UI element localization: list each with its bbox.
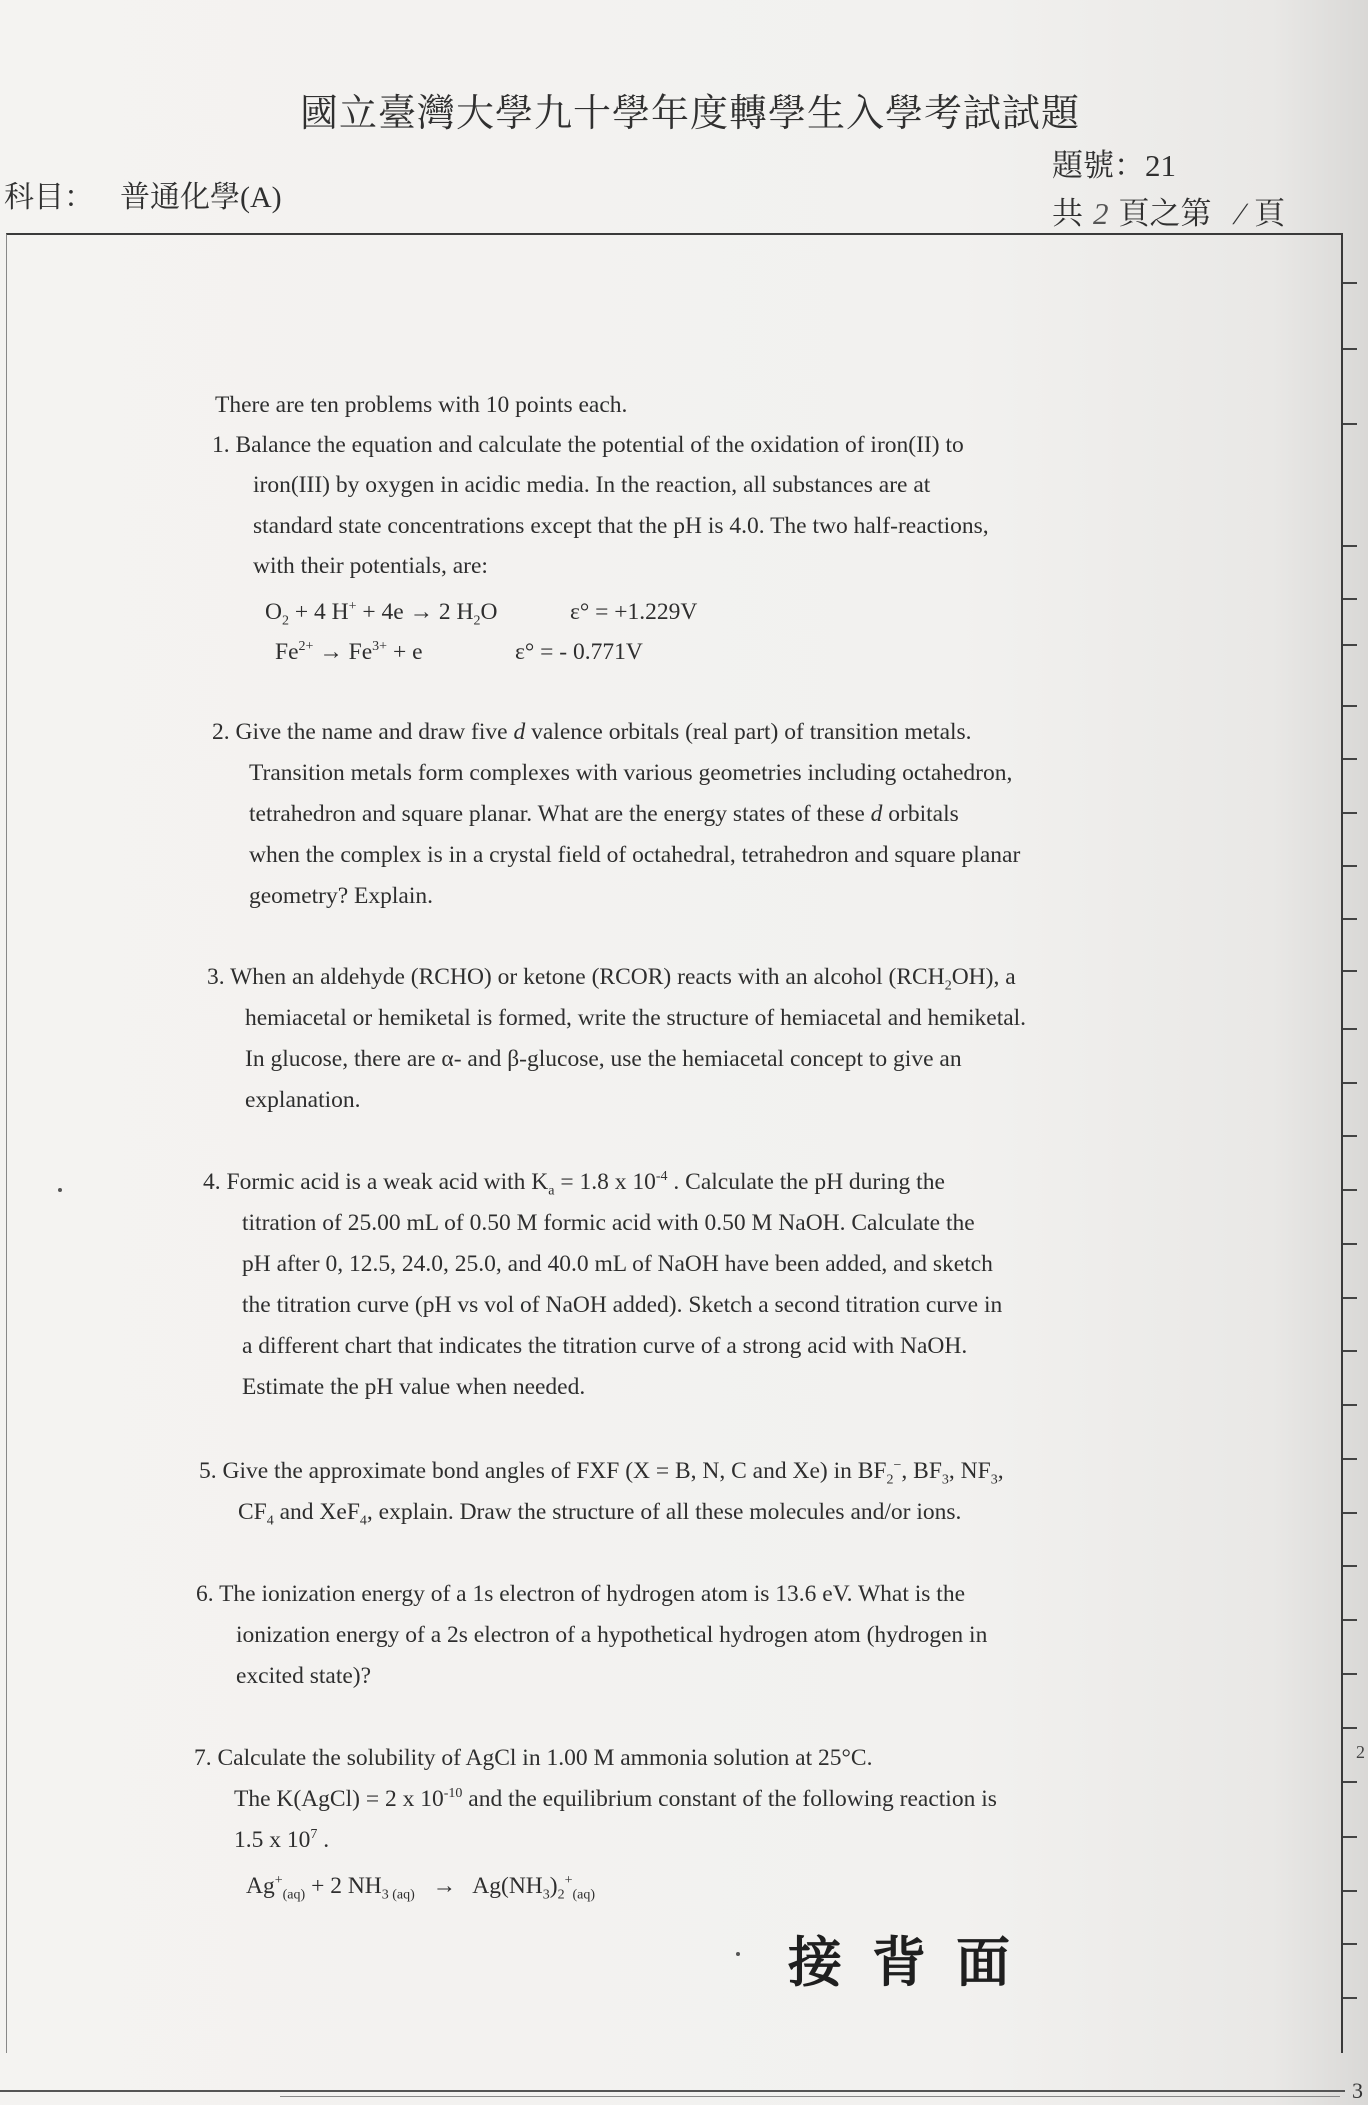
bottom-rule-secondary (280, 2096, 1340, 2097)
margin-tick (1343, 705, 1357, 707)
q7-line-3: 1.5 x $10^7$ . (234, 1827, 330, 1853)
q6-line-3: excited state)? (236, 1663, 372, 1689)
margin-tick (1343, 1512, 1357, 1514)
page-edge-number: 3 (1352, 2078, 1363, 2103)
margin-tick (1343, 423, 1357, 425)
q4-line-5: a different chart that indicates the titration curve of a strong acid with NaOH. (242, 1333, 968, 1359)
margin-tick (1343, 1297, 1357, 1299)
q3-line-1: 3. When an aldehyde (RCHO) or ketone (RCOR) reacts with an alcohol $(RCH_2OH)$, a (207, 964, 1016, 994)
q2-line-3a: tetrahedron and square planar. What are the energy states of these (249, 801, 871, 827)
q2-line-5: geometry? Explain. (249, 883, 434, 909)
margin-tick (1343, 1781, 1357, 1783)
q1-half-reaction-2: $Fe^{2+} \to Fe^{3+} + e$ (275, 639, 423, 665)
margin-tick (1343, 1135, 1357, 1137)
q7-line-2: The K(AgCl) = 2 x $10^{-10}$ and the equilibrium constant of the following reaction is (234, 1786, 997, 1812)
margin-tick (1343, 1727, 1357, 1729)
q2-line-1a: 2. Give the name and draw five (212, 719, 514, 745)
turn-over-stamp: 接背面 (788, 1930, 1040, 1994)
margin-tick (1343, 598, 1357, 600)
q4-line-1: 4. Formic acid is a weak acid with $K_a = 1.8$ x $10^{-4}$ . Calculate the pH during the (203, 1169, 945, 1199)
margin-tick (1343, 1350, 1357, 1352)
speck (58, 1188, 62, 1192)
margin-tick (1343, 1673, 1357, 1675)
margin-tick (1343, 1082, 1357, 1084)
question-number: 題號：21 (1052, 148, 1176, 183)
q4-line-6: Estimate the pH value when needed. (242, 1374, 586, 1400)
q5-line-1: 5. Give the approximate bond angles of FXF (X = B, N, C and Xe) in $BF_2^-$, $BF_3$, $NF_3$, (199, 1458, 1004, 1488)
margin-tick (1343, 1997, 1357, 1999)
q1-potential-1: ε° = +1.229V (570, 599, 698, 625)
q7-line-1: 7. Calculate the solubility of AgCl in 1.00 M ammonia solution at 25°C. (194, 1745, 873, 1771)
q6-line-1: 6. The ionization energy of a 1s electron of hydrogen atom is 13.6 eV. What is the (196, 1581, 966, 1607)
margin-tick (1343, 865, 1357, 867)
subject-label: 科目： (4, 181, 94, 214)
q2-line-3b: orbitals (882, 801, 959, 827)
q3-line-3: In glucose, there are α- and β-glucose, use the hemiacetal concept to give an (245, 1046, 962, 1072)
margin-tick (1343, 1890, 1357, 1892)
q2-line-3 (249, 794, 959, 834)
q4-line-2: titration of 25.00 mL of 0.50 M formic acid with 0.50 M NaOH. Calculate the (242, 1210, 975, 1236)
q2-line-4: when the complex is in a crystal field of octahedral, tetrahedron and square planar (249, 842, 1021, 868)
margin-tick (1343, 1243, 1357, 1245)
margin-tick (1343, 1404, 1357, 1406)
margin-tick (1343, 1943, 1357, 1945)
q1-line-4: with their potentials, are: (253, 553, 488, 579)
q3-line-2: hemiacetal or hemiketal is formed, write the structure of hemiacetal and hemiketal. (245, 1005, 1027, 1031)
q3-line-4: explanation. (245, 1087, 361, 1113)
margin-tick (1343, 758, 1357, 760)
subject-value: 普通化學(A) (120, 181, 282, 214)
edge-mark: 2 (1356, 1742, 1365, 1762)
exam-title: 國立臺灣大學九十學年度轉學生入學考試試題 (300, 93, 1081, 135)
margin-tick (1343, 545, 1357, 547)
page-current: / (1229, 196, 1251, 231)
pages-suffix: 頁 (1254, 196, 1286, 231)
margin-tick (1343, 1565, 1357, 1567)
margin-tick (1343, 812, 1357, 814)
pages-total: 2 (1093, 196, 1109, 231)
q4-line-4: the titration curve (pH vs vol of NaOH added). Sketch a second titration curve in (242, 1292, 1003, 1318)
q1-line-3: standard state concentrations except that the pH is 4.0. The two half-reactions, (253, 513, 989, 539)
pages-mid: 頁之第 (1118, 196, 1212, 231)
q1-half-reaction-1: $O_2 + 4$ H+ + 4e → 2 $H_2O$ (265, 599, 498, 629)
q2-line-1-d: d (513, 719, 526, 745)
margin-tick (1343, 1028, 1357, 1030)
q5-line-2: $CF_4$ and XeF$_4$, explain. Draw the structure of all these molecules and/or ions. (238, 1499, 962, 1529)
margin-tick (1343, 918, 1357, 920)
q4-line-3: pH after 0, 12.5, 24.0, 25.0, and 40.0 mL of NaOH have been added, and sketch (242, 1251, 993, 1277)
page-info (1052, 188, 1295, 233)
margin-tick (1343, 1189, 1357, 1191)
q6-line-2: ionization energy of a 2s electron of a hypothetical hydrogen atom (hydrogen in (236, 1622, 988, 1648)
q1-line-1: 1. Balance the equation and calculate the potential of the oxidation of iron(II) to (212, 432, 964, 458)
margin-tick (1343, 1836, 1357, 1838)
margin-tick (1343, 1619, 1357, 1621)
q1-potential-2: ε° = - 0.771V (515, 639, 643, 665)
intro-text: There are ten problems with 10 points each. (215, 392, 628, 418)
pages-total-prefix: 共 (1052, 196, 1083, 231)
bottom-rule (0, 2090, 1345, 2092)
margin-tick (1343, 644, 1357, 646)
margin-tick (1343, 970, 1357, 972)
q1-line-2: iron(III) by oxygen in acidic media. In the reaction, all substances are at (253, 472, 931, 498)
q7-reaction: $Ag^+_{(aq)} + 2$ $NH_{3 (aq)} \to Ag(NH_3)_2^+_{(aq)}$ (246, 1873, 596, 1903)
q2-line-1b: valence orbitals (real part) of transition metals. (525, 719, 972, 745)
speck (736, 1952, 740, 1956)
q2-line-3-d: d (870, 801, 883, 827)
margin-tick (1343, 282, 1357, 284)
margin-tick (1343, 1458, 1357, 1460)
q2-line-2: Transition metals form complexes with various geometries including octahedron, (249, 760, 1013, 786)
subject-line (4, 172, 282, 216)
margin-tick (1343, 348, 1357, 350)
q2-line-1 (212, 712, 972, 752)
